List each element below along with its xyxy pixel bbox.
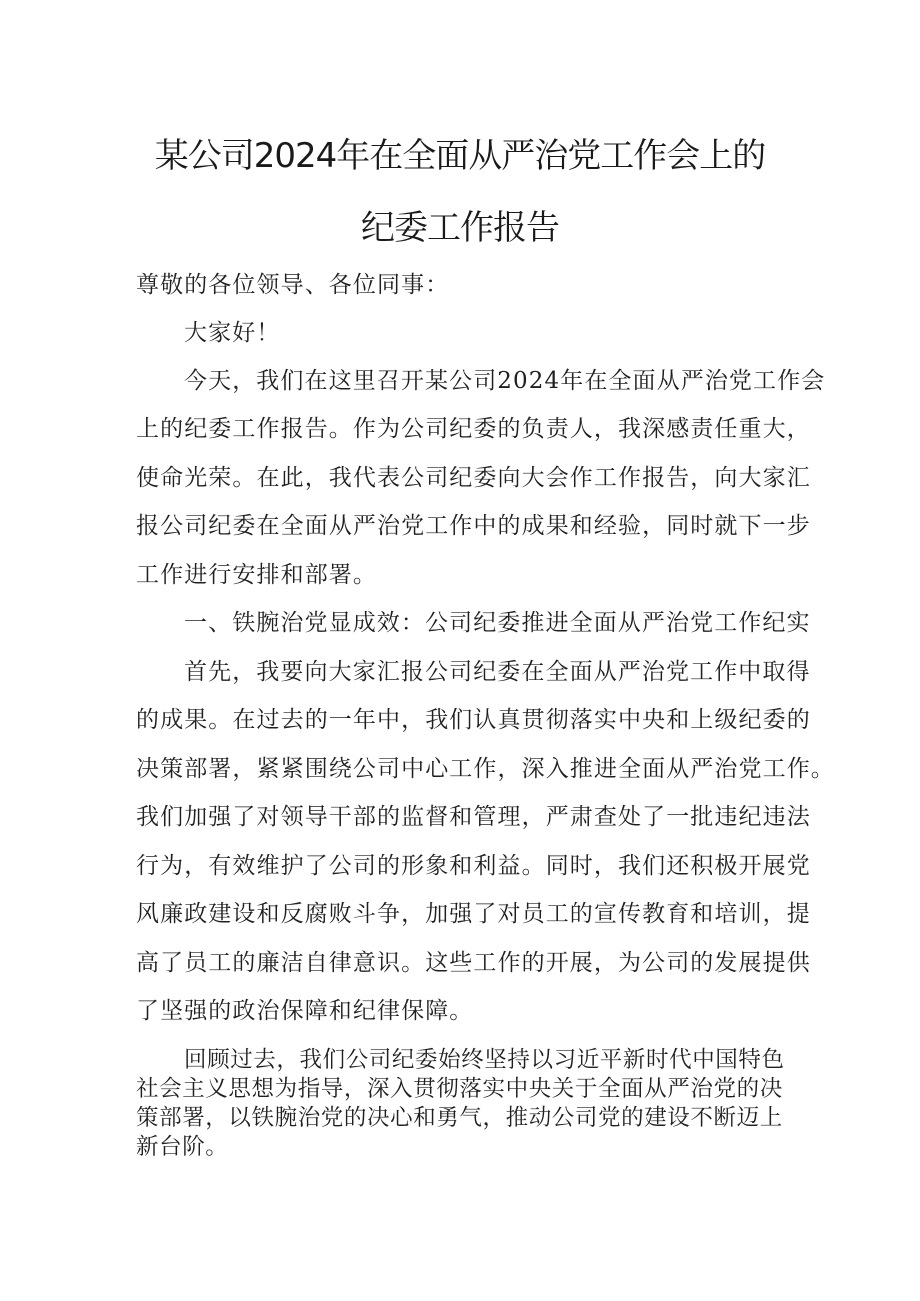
paragraph2-line: 风廉政建设和反腐败斗争，加强了对员工的宣传教育和培训，提 xyxy=(136,901,811,927)
document-title-line2: 纪委工作报告 xyxy=(361,208,559,248)
paragraph3-line: 新台阶。 xyxy=(136,1134,229,1160)
paragraph3-line: 回顾过去，我们公司纪委始终坚持以习近平新时代中国特色 xyxy=(184,1047,785,1073)
paragraph1-line: 工作进行安排和部署。 xyxy=(136,562,377,588)
paragraph2-line: 高了员工的廉洁自律意识。这些工作的开展，为公司的发展提供 xyxy=(136,950,811,976)
paragraph1-line: 使命光荣。在此，我代表公司纪委向大会作工作报告，向大家汇 xyxy=(136,465,811,491)
greeting: 大家好！ xyxy=(184,320,281,346)
salutation: 尊敬的各位领导、各位同事： xyxy=(136,272,450,298)
paragraph2-line: 的成果。在过去的一年中，我们认真贯彻落实中央和上级纪委的 xyxy=(136,707,811,733)
paragraph2-line: 我们加强了对领导干部的监督和管理，严肃查处了一批违纪违法 xyxy=(136,804,811,830)
paragraph3-line: 社会主义思想为指导，深入贯彻落实中央关于全面从严治党的决 xyxy=(136,1076,783,1102)
paragraph1-line: 报公司纪委在全面从严治党工作中的成果和经验，同时就下一步 xyxy=(136,513,811,539)
document-title-line1: 某公司2024年在全面从严治党工作会上的 xyxy=(154,136,766,176)
paragraph2-line: 首先，我要向大家汇报公司纪委在全面从严治党工作中取得 xyxy=(184,659,811,685)
paragraph2-line: 决策部署，紧紧围绕公司中心工作，深入推进全面从严治党工作。 xyxy=(136,756,835,782)
paragraph2-line: 了坚强的政治保障和纪律保障。 xyxy=(136,998,474,1024)
section-heading: 一、铁腕治党显成效：公司纪委推进全面从严治党工作纪实 xyxy=(184,610,811,636)
paragraph1-line: 上的纪委工作报告。作为公司纪委的负责人，我深感责任重大， xyxy=(136,416,811,442)
paragraph2-line: 行为，有效维护了公司的形象和利益。同时，我们还积极开展党 xyxy=(136,853,811,879)
paragraph1-line: 今天，我们在这里召开某公司2024年在全面从严治党工作会 xyxy=(184,368,826,394)
paragraph3 xyxy=(136,1046,796,1162)
paragraph3-line: 策部署，以铁腕治党的决心和勇气，推动公司党的建设不断迈上 xyxy=(136,1105,783,1131)
